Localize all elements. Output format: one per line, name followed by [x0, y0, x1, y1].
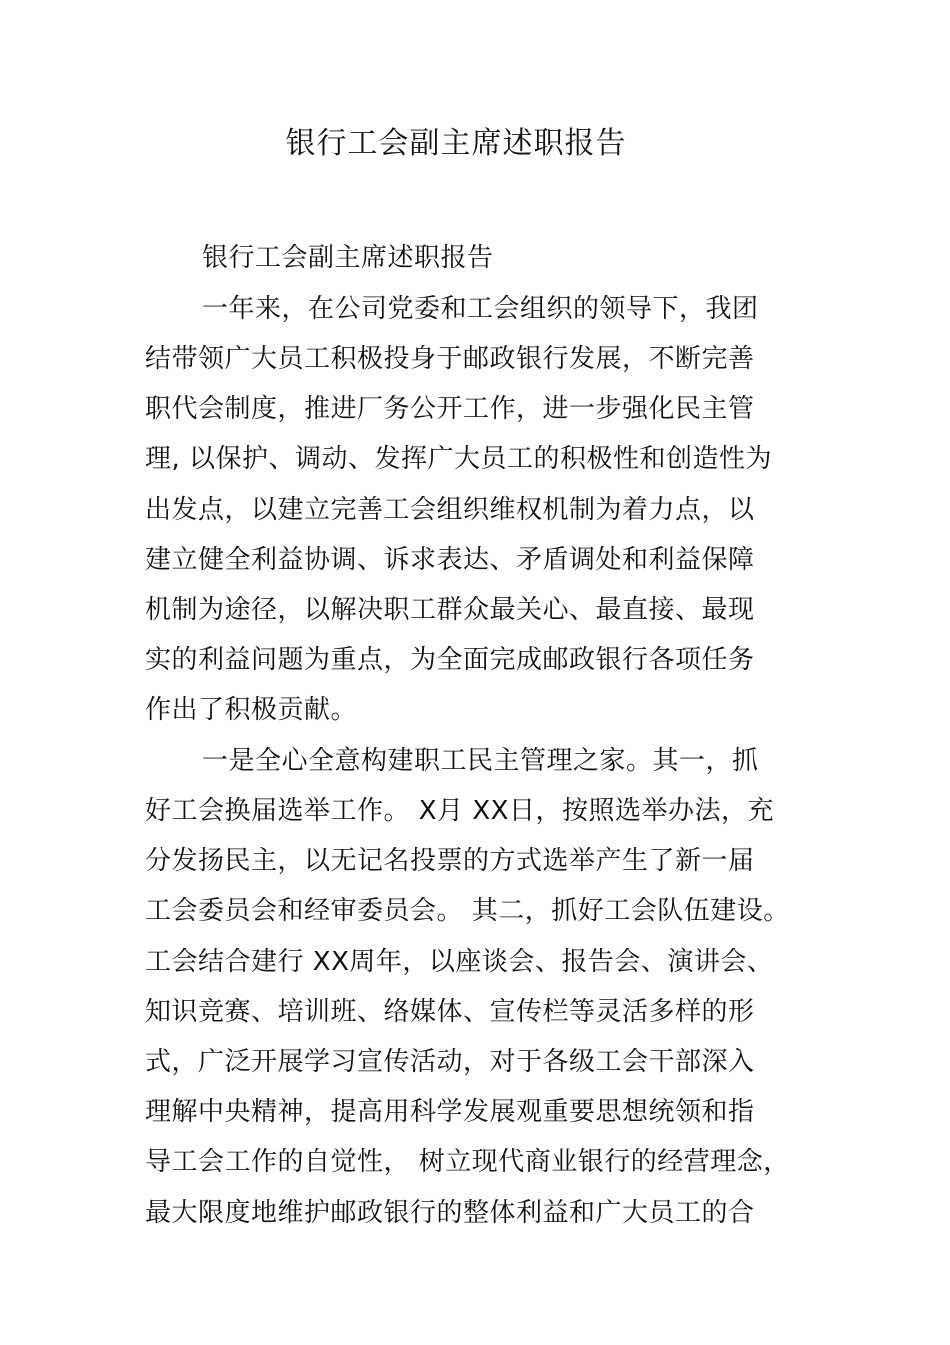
body-line: 式，广泛开展学习宣传活动，对于各级工会干部深入 — [145, 1047, 755, 1077]
body-line: 职代会制度，推进厂务公开工作，进一步强化民主管 — [145, 394, 755, 424]
body-line: 好工会换届选举工作。 X月 XX日，按照选举办法，充 — [145, 796, 774, 826]
body-line: 一年来，在公司党委和工会组织的领导下，我团 — [202, 294, 759, 324]
document-title: 银行工会副主席述职报告 — [285, 126, 627, 161]
body-line: 分发扬民主，以无记名投票的方式选举产生了新一届 — [145, 846, 755, 876]
body-line: 理, 以保护、调动、发挥广大员工的积极性和创造性为 — [145, 444, 773, 474]
body-line: 一是全心全意构建职工民主管理之家。其一，抓 — [202, 746, 759, 776]
body-line: 实的利益问题为重点，为全面完成邮政银行各项任务 — [145, 645, 755, 675]
body-line: 知识竞赛、培训班、络媒体、宣传栏等灵活多样的形 — [145, 997, 755, 1027]
body-line: 工会结合建行 XX周年，以座谈会、报告会、演讲会、 — [145, 947, 774, 977]
body-line: 工会委员会和经审委员会。 其二，抓好工会队伍建设。 — [145, 896, 790, 926]
body-line: 出发点，以建立完善工会组织维权机制为着力点，以 — [145, 495, 755, 525]
body-line: 结带领广大员工积极投身于邮政银行发展，不断完善 — [145, 344, 755, 374]
body-line: 最大限度地维护邮政银行的整体利益和广大员工的合 — [145, 1198, 755, 1228]
body-line: 理解中央精神，提高用科学发展观重要思想统领和指 — [145, 1097, 755, 1127]
body-line: 导工会工作的自觉性， 树立现代商业银行的经营理念， — [145, 1147, 790, 1177]
body-line: 作出了积极贡献。 — [145, 695, 358, 725]
body-line: 机制为途径，以解决职工群众最关心、最直接、最现 — [145, 595, 755, 625]
body-line: 银行工会副主席述职报告 — [202, 243, 494, 273]
body-line: 建立健全利益协调、诉求表达、矛盾调处和利益保障 — [145, 545, 755, 575]
